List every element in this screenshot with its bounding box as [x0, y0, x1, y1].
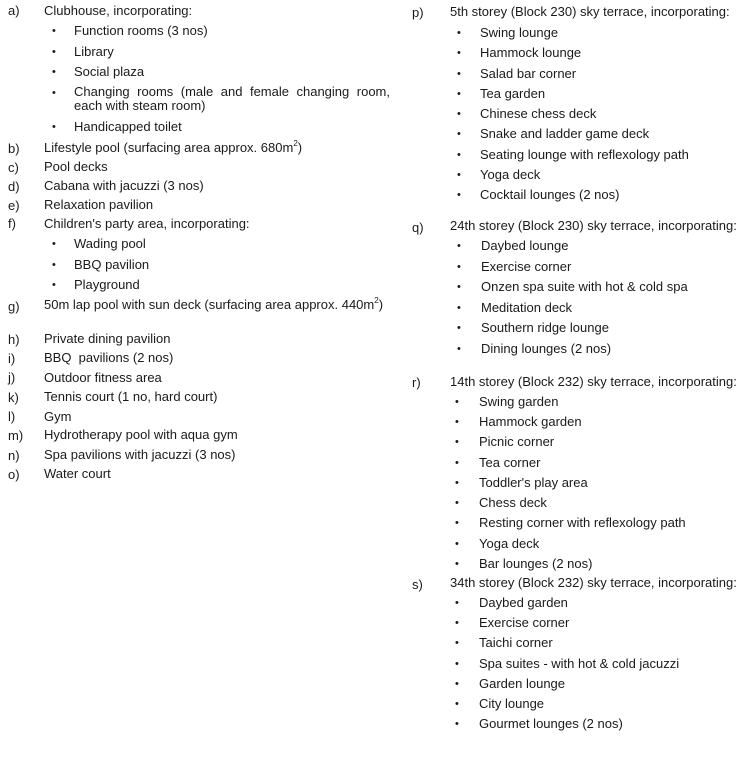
- sub-item: Library: [74, 44, 114, 59]
- item-text: 24th storey (Block 230) sky terrace, incorporating:: [450, 218, 737, 233]
- bullet-icon: •: [457, 88, 461, 100]
- bullet-icon: •: [52, 279, 56, 291]
- item-text: 5th storey (Block 230) sky terrace, incorporating:: [450, 4, 730, 19]
- sub-item: Dining lounges (2 nos): [481, 341, 612, 356]
- bullet-icon: •: [455, 538, 459, 550]
- bullet-icon: •: [457, 240, 461, 252]
- item-label: n): [8, 448, 20, 463]
- bullet-icon: •: [457, 261, 461, 273]
- item-label: q): [412, 220, 424, 235]
- sub-item: Garden lounge: [479, 676, 566, 691]
- bullet-icon: •: [52, 121, 56, 133]
- item-label: b): [8, 141, 20, 156]
- item-label: m): [8, 428, 24, 443]
- item-text: Lifestyle pool (surfacing area approx. $680m^2$): [44, 139, 303, 155]
- sub-item: Taichi corner: [479, 635, 553, 650]
- item-text: Gym: [44, 409, 72, 424]
- item-label: f): [8, 216, 16, 231]
- sub-item: Spa suites - with hot & cold jacuzzi: [479, 656, 680, 671]
- bullet-icon: •: [52, 238, 56, 250]
- bullet-icon: •: [455, 678, 459, 690]
- sub-item: Toddler's play area: [479, 475, 588, 490]
- bullet-icon: •: [52, 46, 56, 58]
- bullet-icon: •: [457, 149, 461, 161]
- sub-item: Chess deck: [479, 495, 547, 510]
- sub-item: Bar lounges (2 nos): [479, 556, 593, 571]
- sub-item: Swing garden: [479, 394, 559, 409]
- item-text: Spa pavilions with jacuzzi (3 nos): [44, 447, 236, 462]
- bullet-icon: •: [457, 322, 461, 334]
- sub-item: Tea corner: [479, 455, 541, 470]
- item-text: 14th storey (Block 232) sky terrace, incorporating:: [450, 374, 737, 389]
- bullet-icon: •: [457, 68, 461, 80]
- item-text: Children's party area, incorporating:: [44, 216, 250, 231]
- sub-item: Yoga deck: [479, 536, 540, 551]
- item-text: Outdoor fitness area: [44, 370, 162, 385]
- bullet-icon: •: [457, 302, 461, 314]
- bullet-icon: •: [455, 637, 459, 649]
- item-text: Hydrotherapy pool with aqua gym: [44, 427, 238, 442]
- bullet-icon: •: [457, 169, 461, 181]
- sub-item: City lounge: [479, 696, 545, 711]
- sub-item: Exercise corner: [479, 615, 570, 630]
- sub-item: Daybed garden: [479, 595, 568, 610]
- item-text: Water court: [44, 466, 111, 481]
- bullet-icon: •: [457, 189, 461, 201]
- sub-item: Exercise corner: [481, 259, 572, 274]
- item-label: p): [412, 5, 424, 20]
- item-label: l): [8, 409, 16, 424]
- bullet-icon: •: [455, 416, 459, 428]
- item-label: d): [8, 179, 20, 194]
- bullet-icon: •: [455, 497, 459, 509]
- bullet-icon: •: [455, 477, 459, 489]
- sub-item: Wading pool: [74, 236, 146, 251]
- item-label: i): [8, 351, 16, 366]
- sub-item: Changing rooms (male and female changing room, each with steam room): [74, 84, 390, 113]
- item-text: Cabana with jacuzzi (3 nos): [44, 178, 204, 193]
- bullet-icon: •: [455, 396, 459, 408]
- bullet-icon: •: [455, 436, 459, 448]
- sub-item: Social plaza: [74, 64, 145, 79]
- item-text: Relaxation pavilion: [44, 197, 154, 212]
- bullet-icon: •: [457, 343, 461, 355]
- sub-item: Salad bar corner: [480, 66, 577, 81]
- sub-item: Tea garden: [480, 86, 546, 101]
- item-text: 50m lap pool with sun deck (surfacing area approx. $440m^2$): [44, 296, 384, 312]
- item-label: j): [8, 370, 16, 385]
- sub-item: Yoga deck: [480, 167, 541, 182]
- bullet-icon: •: [457, 128, 461, 140]
- item-label: h): [8, 332, 20, 347]
- sub-item: Gourmet lounges (2 nos): [479, 716, 623, 731]
- item-text: Clubhouse, incorporating:: [44, 3, 193, 18]
- item-text: 34th storey (Block 232) sky terrace, incorporating:: [450, 575, 737, 590]
- bullet-icon: •: [455, 517, 459, 529]
- sub-item: Playground: [74, 277, 140, 292]
- sub-item: Hammock garden: [479, 414, 582, 429]
- bullet-icon: •: [52, 25, 56, 37]
- sub-item: Cocktail lounges (2 nos): [480, 187, 620, 202]
- bullet-icon: •: [457, 108, 461, 120]
- bullet-icon: •: [455, 597, 459, 609]
- item-label: c): [8, 160, 19, 175]
- sub-item: Resting corner with reflexology path: [479, 515, 686, 530]
- sub-item: Snake and ladder game deck: [480, 126, 650, 141]
- sub-item: Handicapped toilet: [74, 119, 182, 134]
- bullet-icon: •: [457, 281, 461, 293]
- item-label: k): [8, 390, 19, 405]
- sub-item: Swing lounge: [480, 25, 559, 40]
- sub-item: Seating lounge with reflexology path: [480, 147, 689, 162]
- item-label: a): [8, 3, 20, 18]
- item-label: s): [412, 577, 423, 592]
- sub-item: Picnic corner: [479, 434, 555, 449]
- bullet-icon: •: [52, 66, 56, 78]
- item-label: g): [8, 299, 20, 314]
- item-text: Tennis court (1 no, hard court): [44, 389, 218, 404]
- bullet-icon: •: [455, 558, 459, 570]
- bullet-icon: •: [455, 457, 459, 469]
- item-text: Private dining pavilion: [44, 331, 171, 346]
- bullet-icon: •: [455, 617, 459, 629]
- sub-item: Hammock lounge: [480, 45, 582, 60]
- bullet-icon: •: [52, 259, 56, 271]
- item-text: BBQ pavilions (2 nos): [44, 350, 174, 365]
- bullet-icon: •: [455, 698, 459, 710]
- sub-item: Southern ridge lounge: [481, 320, 609, 335]
- bullet-icon: •: [457, 47, 461, 59]
- sub-item: Meditation deck: [481, 300, 573, 315]
- item-text: Pool decks: [44, 159, 108, 174]
- item-label: e): [8, 198, 20, 213]
- sub-item: Function rooms (3 nos): [74, 23, 208, 38]
- sub-item: Onzen spa suite with hot & cold spa: [481, 279, 688, 294]
- bullet-icon: •: [52, 87, 56, 99]
- item-label: r): [412, 375, 421, 390]
- sub-item: Daybed lounge: [481, 238, 569, 253]
- item-label: o): [8, 467, 20, 482]
- sub-item: BBQ pavilion: [74, 257, 150, 272]
- bullet-icon: •: [457, 27, 461, 39]
- sub-item: Chinese chess deck: [480, 106, 597, 121]
- bullet-icon: •: [455, 718, 459, 730]
- bullet-icon: •: [455, 658, 459, 670]
